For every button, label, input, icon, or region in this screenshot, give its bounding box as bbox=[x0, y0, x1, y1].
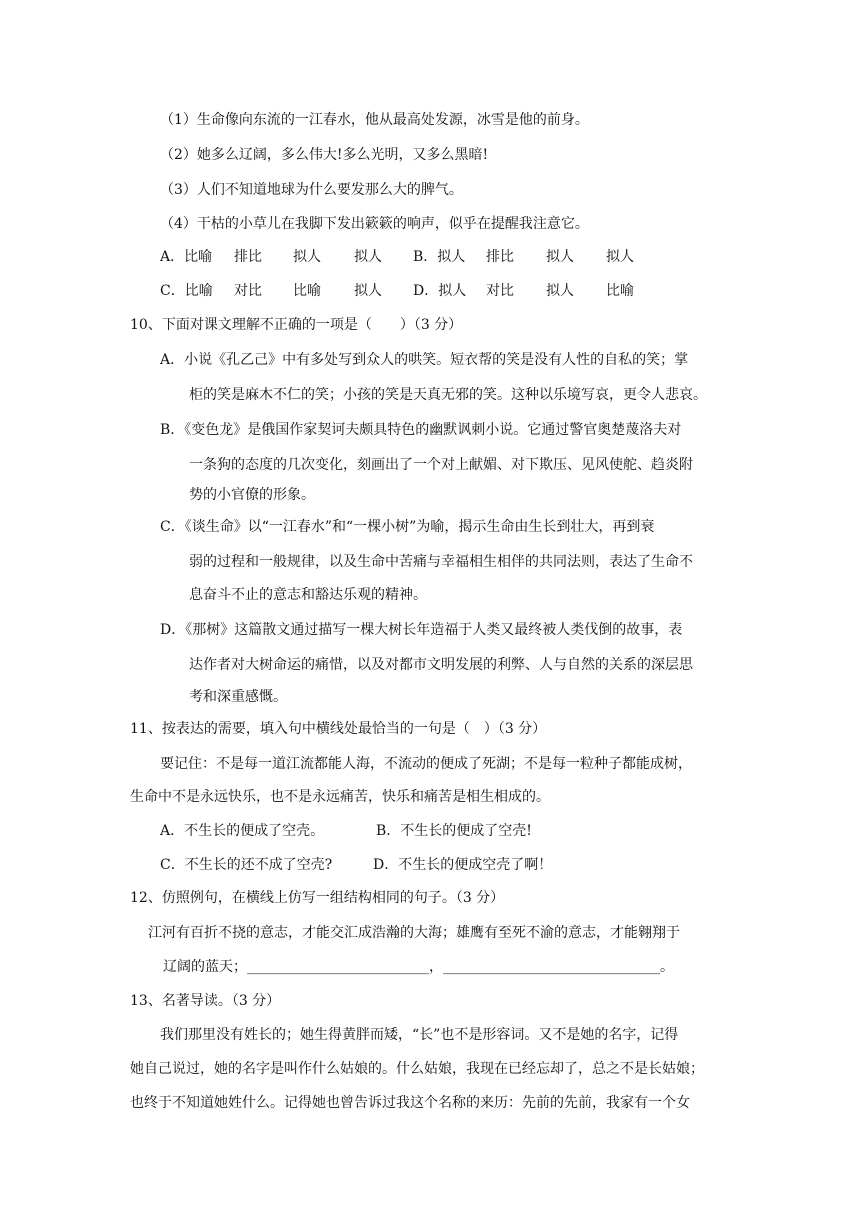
q9-option-d-3: 拟人 bbox=[546, 283, 574, 299]
q10-option-a-line-2: 柜的笑是麻木不仁的笑；小孩的笑是天真无邪的笑。这种以乐境写哀，更令人悲哀。 bbox=[189, 387, 707, 403]
q10-option-c-line-2: 弱的过程和一般规律，以及生命中苦痛与幸福相生相伴的共同法则，表达了生命不 bbox=[189, 554, 693, 570]
q13-stem: 13、名著导读。（3 分） bbox=[130, 993, 281, 1009]
q9-option-c-3: 比喻 bbox=[293, 283, 321, 299]
q9-option-d-2: 对比 bbox=[486, 283, 514, 299]
q9-option-a-4: 拟人 bbox=[354, 249, 382, 265]
q13-passage-line-1: 我们那里没有姓长的；她生得黄胖而矮，“长”也不是形容词。又不是她的名字，记得 bbox=[160, 1027, 679, 1043]
q9-option-d[interactable]: D．拟人 bbox=[413, 283, 467, 299]
q9-sentence-4: （4）干枯的小草儿在我脚下发出簌簌的响声，似乎在提醒我注意它。 bbox=[160, 216, 589, 232]
q11-passage-line-1: 要记住：不是每一道江流都能人海，不流动的便成了死湖；不是每一粒种子都能成树， bbox=[160, 756, 692, 772]
q9-sentence-3: （3）人们不知道地球为什么要发那么大的脾气。 bbox=[160, 182, 463, 198]
q10-option-d-line-3: 考和深重感慨。 bbox=[189, 689, 287, 705]
q10-option-a[interactable]: A．小说《孔乙己》中有多处写到众人的哄笑。短衣帮的笑是没有人性的自私的笑；掌 bbox=[160, 352, 689, 368]
q11-option-a[interactable]: A．不生长的便成了空壳。 bbox=[160, 823, 325, 839]
q10-stem: 10、下面对课文理解不正确的一项是（ ）（3 分） bbox=[130, 317, 463, 333]
q11-stem: 11、按表达的需要，填入句中横线处最恰当的一句是（ ）（3 分） bbox=[130, 721, 547, 737]
q10-option-c[interactable]: C．《谈生命》以“一江春水”和“一棵小树”为喻，揭示生命由生长到壮大，再到衰 bbox=[160, 519, 655, 535]
q11-option-d[interactable]: D．不生长的便成空壳了啊！ bbox=[373, 857, 553, 873]
q9-option-a-3: 拟人 bbox=[293, 249, 321, 265]
q10-option-b-line-3: 势的小官僚的形象。 bbox=[189, 487, 315, 503]
q9-option-b-3: 拟人 bbox=[546, 249, 574, 265]
q10-option-b-line-2: 一条狗的态度的几次变化，刻画出了一个对上献媚、对下欺压、见风使舵、趋炎附 bbox=[189, 457, 693, 473]
q9-option-d-4: 比喻 bbox=[606, 283, 634, 299]
q12-example-line-2[interactable]: 辽阔的蓝天；__________________________，_______________________________。 bbox=[163, 959, 674, 975]
q11-option-b[interactable]: B．不生长的便成了空壳! bbox=[376, 823, 532, 839]
q13-passage-line-3: 也终于不知道她姓什么。记得她也曾告诉过我这个名称的来历：先前的先前，我家有一个女 bbox=[130, 1095, 690, 1111]
q12-example-line-1: 江河有百折不挠的意志，才能交汇成浩瀚的大海；雄鹰有至死不渝的意志，才能翱翔于 bbox=[148, 925, 680, 941]
q9-option-c-2: 对比 bbox=[234, 283, 262, 299]
q9-sentence-1: （1）生命像向东流的一江春水，他从最高处发源，冰雪是他的前身。 bbox=[160, 112, 589, 128]
q11-passage-line-2: 生命中不是永远快乐，也不是永远痛苦，快乐和痛苦是相生相成的。 bbox=[130, 789, 550, 805]
q9-option-b[interactable]: B．拟人 bbox=[413, 249, 466, 265]
q10-option-d-line-2: 达作者对大树命运的痛惜，以及对都市文明发展的利弊、人与自然的关系的深层思 bbox=[189, 657, 693, 673]
q9-option-c-4: 拟人 bbox=[354, 283, 382, 299]
q12-stem: 12、仿照例句，在横线上仿写一组结构相同的句子。（3 分） bbox=[130, 890, 505, 906]
q9-option-b-2: 排比 bbox=[486, 249, 514, 265]
q9-sentence-2: （2）她多么辽阔，多么伟大!多么光明，又多么黑暗! bbox=[160, 147, 489, 163]
q10-option-c-line-3: 息奋斗不止的意志和豁达乐观的精神。 bbox=[189, 587, 427, 603]
q11-option-c[interactable]: C．不生长的还不成了空壳? bbox=[160, 857, 333, 873]
q10-option-d[interactable]: D．《那树》这篇散文通过描写一棵大树长年造福于人类又最终被人类伐倒的故事，表 bbox=[160, 622, 683, 638]
q13-passage-line-2: 她自己说过，她的名字是叫作什么姑娘的。什么姑娘，我现在已经忘却了，总之不是长姑娘； bbox=[130, 1061, 704, 1077]
q9-option-b-4: 拟人 bbox=[606, 249, 634, 265]
q9-option-a[interactable]: A．比喻 bbox=[160, 249, 213, 265]
q10-option-b[interactable]: B．《变色龙》是俄国作家契诃夫颇具特色的幽默讽刺小说。它通过警官奥楚蔑洛夫对 bbox=[160, 422, 682, 438]
q9-option-a-2: 排比 bbox=[234, 249, 262, 265]
q9-option-c[interactable]: C．比喻 bbox=[160, 283, 213, 299]
